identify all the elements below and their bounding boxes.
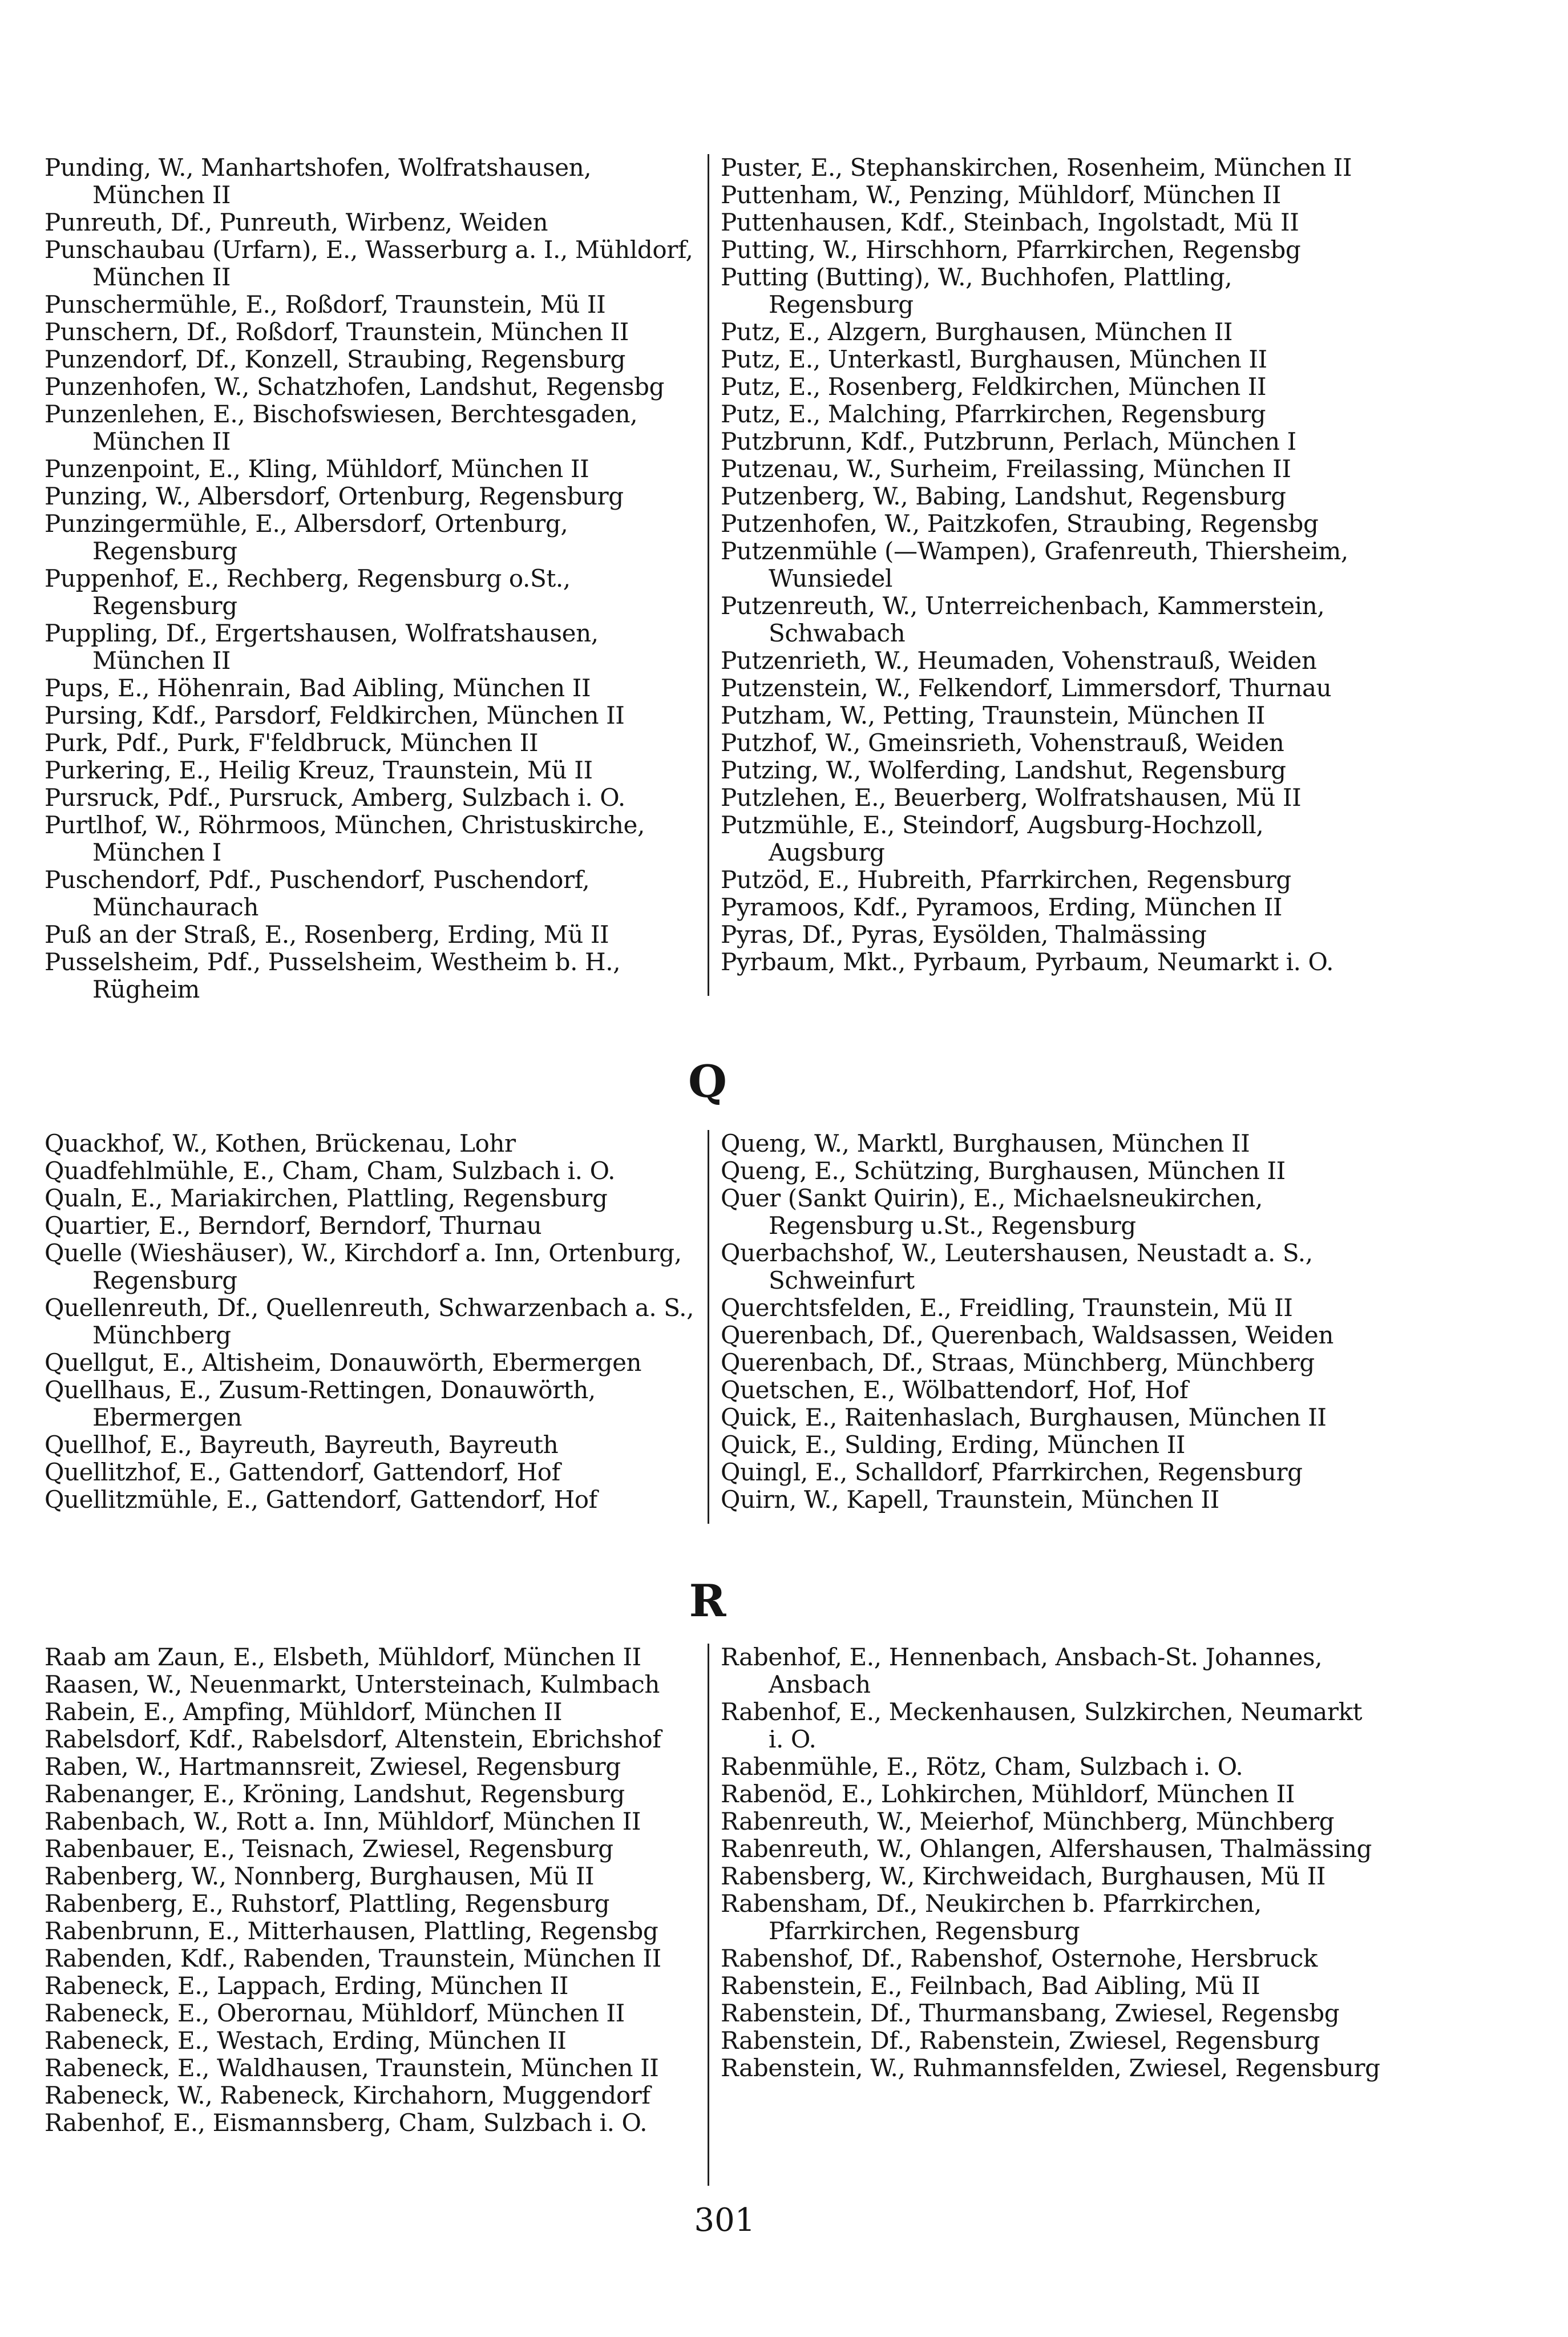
index-entry: Qualn, E., Mariakirchen, Plattling, Regensburg — [45, 1184, 608, 1212]
index-entry: Puß an der Straß, E., Rosenberg, Erding, Mü II — [45, 921, 609, 948]
index-entry: Putzmühle, E., Steindorf, Augsburg-Hochzoll, Augsburg — [721, 811, 1264, 866]
index-entry: Pursing, Kdf., Parsdorf, Feldkirchen, München II — [45, 701, 625, 729]
index-entry: Putz, E., Rosenberg, Feldkirchen, München II — [721, 373, 1267, 401]
index-entry: Rabeneck, E., Lappach, Erding, München II — [45, 1972, 569, 2000]
index-entry: Quellhaus, E., Zusum-Rettingen, Donauwörth, Ebermergen — [45, 1376, 596, 1431]
index-entry: Punzingermühle, E., Albersdorf, Ortenburg, Regensburg — [45, 510, 568, 565]
index-entry: Rabensberg, W., Kirchweidach, Burghausen, Mü II — [721, 1862, 1326, 1890]
index-entry: Quellitzhof, E., Gattendorf, Gattendorf, Hof — [45, 1458, 560, 1486]
index-entry: Quackhof, W., Kothen, Brückenau, Lohr — [45, 1129, 516, 1157]
index-entry: Pups, E., Höhenrain, Bad Aibling, München II — [45, 674, 591, 702]
index-entry: Pusselsheim, Pdf., Pusselsheim, Westheim b. H., Rügheim — [45, 948, 621, 1003]
index-entry: Putzlehen, E., Beuerberg, Wolfratshausen, Mü II — [721, 784, 1302, 812]
index-entry: Rabenstein, Df., Thurmansbang, Zwiesel, Regensbg — [721, 1999, 1340, 2027]
index-entry: Punreuth, Df., Punreuth, Wirbenz, Weiden — [45, 208, 548, 236]
column-left — [45, 1130, 706, 1513]
index-entry: Pyramoos, Kdf., Pyramoos, Erding, München II — [721, 893, 1283, 921]
index-entry: Puttenham, W., Penzing, Mühldorf, München II — [721, 181, 1281, 209]
index-entry: Putting, W., Hirschhorn, Pfarrkirchen, Regensbg — [721, 236, 1301, 264]
index-entry: Putzbrunn, Kdf., Putzbrunn, Perlach, München I — [721, 427, 1296, 455]
index-entry: Putzenberg, W., Babing, Landshut, Regensburg — [721, 482, 1286, 510]
index-entry: Rabenberg, E., Ruhstorf, Plattling, Regensburg — [45, 1890, 610, 1918]
column-left — [45, 1644, 706, 2137]
index-entry: Punzenlehen, E., Bischofswiesen, Berchtesgaden, München II — [45, 400, 638, 455]
index-entry: Quelle (Wieshäuser), W., Kirchdorf a. Inn, Ortenburg, Regensburg — [45, 1239, 682, 1294]
section-letter-r: R — [689, 1575, 726, 1627]
column-divider — [708, 1644, 709, 2186]
index-entry: Rabein, E., Ampfing, Mühldorf, München II — [45, 1698, 563, 1726]
index-entry: Purkering, E., Heilig Kreuz, Traunstein, Mü II — [45, 756, 593, 784]
index-entry: Putting (Butting), W., Buchhofen, Plattling, Regensburg — [721, 263, 1232, 318]
index-entry: Putzenmühle (—Wampen), Grafenreuth, Thiersheim, Wunsiedel — [721, 537, 1348, 592]
index-entry: Rabenhof, E., Meckenhausen, Sulzkirchen, Neumarkt i. O. — [721, 1698, 1363, 1753]
column-left — [45, 154, 706, 1003]
index-entry: Puppenhof, E., Rechberg, Regensburg o.St., Regensburg — [45, 564, 571, 620]
section-q — [45, 1130, 1380, 1529]
index-entry: Puppling, Df., Ergertshausen, Wolfratshausen, München II — [45, 619, 599, 675]
column-divider — [708, 154, 709, 996]
index-entry: Rabenöd, E., Lohkirchen, Mühldorf, München II — [721, 1780, 1295, 1808]
index-entry: Quellitzmühle, E., Gattendorf, Gattendorf, Hof — [45, 1486, 597, 1513]
index-entry: Putz, E., Alzgern, Burghausen, München II — [721, 318, 1233, 346]
index-entry: Pursruck, Pdf., Pursruck, Amberg, Sulzbach i. O. — [45, 784, 625, 812]
index-entry: Putzenrieth, W., Heumaden, Vohenstrauß, Weiden — [721, 647, 1317, 675]
index-entry: Querenbach, Df., Querenbach, Waldsassen, Weiden — [721, 1321, 1334, 1349]
index-entry: Raab am Zaun, E., Elsbeth, Mühldorf, München II — [45, 1643, 641, 1671]
index-entry: Rabenstein, E., Feilnbach, Bad Aibling, Mü II — [721, 1972, 1260, 2000]
page-number: 301 — [694, 2202, 755, 2239]
index-entry: Purtlhof, W., Röhrmoos, München, Christuskirche, München I — [45, 811, 645, 866]
column-right — [721, 1644, 1383, 2082]
index-entry: Punding, W., Manhartshofen, Wolfratshausen, München II — [45, 154, 592, 209]
index-entry: Puschendorf, Pdf., Puschendorf, Puschendorf, Münchaurach — [45, 866, 590, 921]
index-entry: Querbachshof, W., Leutershausen, Neustadt a. S., Schweinfurt — [721, 1239, 1313, 1294]
index-entry: Rabensham, Df., Neukirchen b. Pfarrkirchen, Pfarrkirchen, Regensburg — [721, 1890, 1262, 1945]
index-entry: Raasen, W., Neuenmarkt, Untersteinach, Kulmbach — [45, 1670, 660, 1698]
index-entry: Punzendorf, Df., Konzell, Straubing, Regensburg — [45, 345, 625, 373]
index-entry: Rabenreuth, W., Meierhof, Münchberg, Münchberg — [721, 1807, 1335, 1835]
index-entry: Punschaubau (Urfarn), E., Wasserburg a. I., Mühldorf, München II — [45, 236, 693, 291]
index-entry: Querchtsfelden, E., Freidling, Traunstein, Mü II — [721, 1294, 1293, 1322]
index-entry: Putzenau, W., Surheim, Freilassing, München II — [721, 455, 1291, 483]
index-entry: Punzenpoint, E., Kling, Mühldorf, München II — [45, 455, 589, 483]
index-entry: Raben, W., Hartmannsreit, Zwiesel, Regensburg — [45, 1753, 621, 1781]
index-entry: Puster, E., Stephanskirchen, Rosenheim, München II — [721, 154, 1352, 181]
index-entry: Punschermühle, E., Roßdorf, Traunstein, Mü II — [45, 290, 606, 318]
index-entry: Putzenhofen, W., Paitzkofen, Straubing, Regensbg — [721, 510, 1319, 538]
index-entry: Rabeneck, E., Waldhausen, Traunstein, München II — [45, 2054, 659, 2082]
index-entry: Quadfehlmühle, E., Cham, Cham, Sulzbach i. O. — [45, 1157, 616, 1185]
index-entry: Rabenbach, W., Rott a. Inn, Mühldorf, München II — [45, 1807, 641, 1835]
index-entry: Quellenreuth, Df., Quellenreuth, Schwarzenbach a. S., Münchberg — [45, 1294, 694, 1349]
index-entry: Putzham, W., Petting, Traunstein, München II — [721, 701, 1266, 729]
index-entry: Rabenbauer, E., Teisnach, Zwiesel, Regensburg — [45, 1835, 613, 1863]
index-entry: Querenbach, Df., Straas, Münchberg, Münchberg — [721, 1349, 1315, 1377]
index-entry: Rabenanger, E., Kröning, Landshut, Regensburg — [45, 1780, 625, 1808]
column-right — [721, 1130, 1383, 1513]
index-entry: Rabenstein, W., Ruhmannsfelden, Zwiesel, Regensburg — [721, 2054, 1380, 2082]
index-entry: Putzing, W., Wolferding, Landshut, Regensburg — [721, 756, 1286, 784]
index-entry: Queng, W., Marktl, Burghausen, München II — [721, 1129, 1250, 1157]
index-entry: Rabenberg, W., Nonnberg, Burghausen, Mü II — [45, 1862, 595, 1890]
index-entry: Rabenhof, E., Hennenbach, Ansbach-St. Johannes, Ansbach — [721, 1643, 1323, 1698]
section-letter-q: Q — [688, 1056, 727, 1108]
index-entry: Pyrbaum, Mkt., Pyrbaum, Pyrbaum, Neumarkt i. O. — [721, 948, 1334, 976]
index-entry: Putz, E., Unterkastl, Burghausen, München II — [721, 345, 1267, 373]
index-entry: Rabenbrunn, E., Mitterhausen, Plattling, Regensbg — [45, 1917, 658, 1945]
index-entry: Quick, E., Raitenhaslach, Burghausen, München II — [721, 1403, 1327, 1431]
index-entry: Quellgut, E., Altisheim, Donauwörth, Ebermergen — [45, 1349, 642, 1377]
section-p — [45, 154, 1380, 1003]
index-entry: Putzhof, W., Gmeinsrieth, Vohenstrauß, Weiden — [721, 729, 1284, 757]
index-entry: Putz, E., Malching, Pfarrkirchen, Regensburg — [721, 400, 1266, 428]
index-entry: Rabenshof, Df., Rabenshof, Osternohe, Hersbruck — [721, 1944, 1318, 1972]
index-entry: Putzenreuth, W., Unterreichenbach, Kammerstein, Schwabach — [721, 592, 1325, 647]
column-divider — [708, 1130, 709, 1524]
column-right — [721, 154, 1383, 976]
index-entry: Quartier, E., Berndorf, Berndorf, Thurnau — [45, 1212, 542, 1240]
index-entry: Putzöd, E., Hubreith, Pfarrkirchen, Regensburg — [721, 866, 1291, 894]
index-entry: Purk, Pdf., Purk, F'feldbruck, München II — [45, 729, 539, 757]
index-entry: Quetschen, E., Wölbattendorf, Hof, Hof — [721, 1376, 1189, 1404]
index-entry: Quellhof, E., Bayreuth, Bayreuth, Bayreuth — [45, 1431, 559, 1459]
index-entry: Rabenstein, Df., Rabenstein, Zwiesel, Regensburg — [721, 2027, 1320, 2055]
index-entry: Punschern, Df., Roßdorf, Traunstein, München II — [45, 318, 629, 346]
index-entry: Rabenhof, E., Eismannsberg, Cham, Sulzbach i. O. — [45, 2109, 648, 2137]
index-entry: Rabenden, Kdf., Rabenden, Traunstein, München II — [45, 1944, 661, 1972]
index-entry: Quer (Sankt Quirin), E., Michaelsneukirchen, Regensburg u.St., Regensburg — [721, 1184, 1263, 1240]
index-entry: Rabelsdorf, Kdf., Rabelsdorf, Altenstein, Ebrichshof — [45, 1725, 661, 1753]
section-r — [45, 1644, 1380, 2191]
index-entry: Rabeneck, W., Rabeneck, Kirchahorn, Muggendorf — [45, 2081, 650, 2109]
index-entry: Rabeneck, E., Oberornau, Mühldorf, München II — [45, 1999, 625, 2027]
index-entry: Putzenstein, W., Felkendorf, Limmersdorf, Thurnau — [721, 674, 1332, 702]
index-entry: Rabenreuth, W., Ohlangen, Alfershausen, Thalmässing — [721, 1835, 1372, 1863]
index-entry: Quingl, E., Schalldorf, Pfarrkirchen, Regensburg — [721, 1458, 1303, 1486]
index-entry: Rabeneck, E., Westach, Erding, München II — [45, 2027, 567, 2055]
index-entry: Rabenmühle, E., Rötz, Cham, Sulzbach i. O. — [721, 1753, 1243, 1781]
index-entry: Punzing, W., Albersdorf, Ortenburg, Regensburg — [45, 482, 624, 510]
index-entry: Punzenhofen, W., Schatzhofen, Landshut, Regensbg — [45, 373, 665, 401]
index-entry: Puttenhausen, Kdf., Steinbach, Ingolstadt, Mü II — [721, 208, 1299, 236]
index-entry: Pyras, Df., Pyras, Eysölden, Thalmässing — [721, 921, 1207, 948]
index-entry: Quick, E., Sulding, Erding, München II — [721, 1431, 1186, 1459]
index-entry: Quirn, W., Kapell, Traunstein, München II — [721, 1486, 1219, 1513]
index-entry: Queng, E., Schützing, Burghausen, München II — [721, 1157, 1286, 1185]
